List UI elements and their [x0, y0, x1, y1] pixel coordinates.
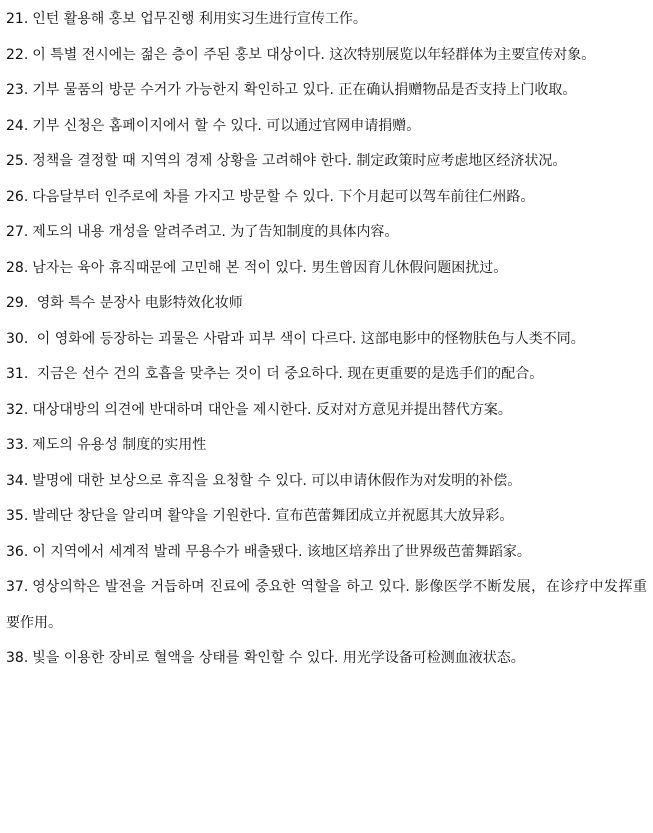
- entry-38: [6, 641, 647, 677]
- entry-28: [6, 251, 647, 287]
- entry-number: 30.: [6, 330, 29, 347]
- entry-25: [6, 144, 647, 180]
- entry-text: 인턴 활용해 홍보 업무진행 利用实习生进行宣传工作。: [32, 11, 367, 27]
- entry-23: [6, 73, 647, 109]
- entry-text: 기부 물품의 방문 수거가 가능한지 확인하고 있다. 正在确认捐赠物品是否支持上门收取。: [32, 82, 577, 98]
- entry-number: 34.: [6, 472, 29, 489]
- entry-22: [6, 38, 647, 74]
- entry-number: 29.: [6, 295, 29, 311]
- entry-27: [6, 215, 647, 251]
- entry-number: 37.: [6, 579, 29, 595]
- entry-36: [6, 535, 647, 571]
- entry-number: 33.: [6, 437, 29, 453]
- entry-number: 35.: [6, 508, 29, 524]
- entry-31: [6, 357, 647, 393]
- entry-33: [6, 428, 647, 464]
- entry-text: 제도의 내용 개성을 알려주려고. 为了告知制度的具体内容。: [32, 224, 399, 240]
- entry-26: [6, 180, 647, 216]
- entry-text: 정책을 결정할 때 지역의 경제 상황을 고려해야 한다. 制定政策时应考虑地区经济状况。: [32, 153, 567, 169]
- entry-34: [6, 464, 647, 500]
- entry-35: [6, 499, 647, 535]
- entry-text: 이 특별 전시에는 젊은 층이 주된 홍보 대상이다. 这次特别展览以年轻群体为主要宣传对象。: [32, 46, 596, 63]
- entry-text: 지금은 선수 건의 호흡을 맞추는 것이 더 중요하다. 现在更重要的是选手们的配合。: [32, 366, 544, 382]
- entry-number: 38.: [6, 650, 29, 666]
- entry-number: 32.: [6, 401, 29, 418]
- entry-text: 남자는 육아 휴직때문에 고민해 본 적이 있다. 男生曾因育儿休假问题困扰过。: [32, 259, 508, 276]
- entry-number: 31.: [6, 366, 29, 382]
- entry-24: [6, 109, 647, 145]
- entry-number: 25.: [6, 153, 29, 169]
- entry-text: 기부 신청은 홈페이지에서 할 수 있다. 可以通过官网申请捐赠。: [32, 117, 421, 134]
- entry-30: [6, 322, 647, 358]
- entry-29: [6, 286, 647, 322]
- entry-number: 28.: [6, 259, 29, 276]
- entry-number: 36.: [6, 543, 29, 560]
- entry-text: 대상대방의 의견에 반대하며 대안을 제시한다. 反对对方意见并提出替代方案。: [32, 401, 512, 418]
- entry-number: 26.: [6, 188, 29, 205]
- entry-32: [6, 393, 647, 429]
- entry-text: 빛을 이용한 장비로 혈액을 상태를 확인할 수 있다. 用光学设备可检测血液状态。: [32, 650, 525, 666]
- entry-number: 23.: [6, 82, 29, 98]
- entry-number: 21.: [6, 11, 29, 27]
- entry-text: 이 지역에서 세계적 발레 무용수가 배출됐다. 该地区培养出了世界级芭蕾舞蹈家。: [32, 543, 531, 560]
- entry-text: 발명에 대한 보상으로 휴직을 요청할 수 있다. 可以申请休假作为对发明的补偿。: [32, 472, 522, 489]
- entry-text: 영화 특수 분장사 电影特效化妆师: [32, 295, 243, 311]
- entry-number: 27.: [6, 224, 29, 240]
- entry-number: 22.: [6, 46, 29, 63]
- entry-text: 발레단 창단을 알리며 활약을 기원한다. 宣布芭蕾舞团成立并祝愿其大放异彩。: [32, 508, 514, 524]
- entry-text: 다음달부터 인주로에 차를 가지고 방문할 수 있다. 下个月起可以驾车前往仁州路。: [32, 188, 535, 205]
- entry-text: 영상의학은 발전을 거듭하며 진료에 중요한 역할을 하고 있다. 影像医学不断发展，在诊疗中发挥重要作用。: [6, 579, 647, 631]
- entry-37: [6, 570, 647, 641]
- entry-number: 24.: [6, 117, 29, 134]
- entry-21: [6, 2, 647, 38]
- entry-text: 제도의 유용성 制度的实用性: [32, 437, 207, 453]
- entry-text: 이 영화에 등장하는 괴물은 사람과 피부 색이 다르다. 这部电影中的怪物肤色与人类不同。: [32, 330, 585, 347]
